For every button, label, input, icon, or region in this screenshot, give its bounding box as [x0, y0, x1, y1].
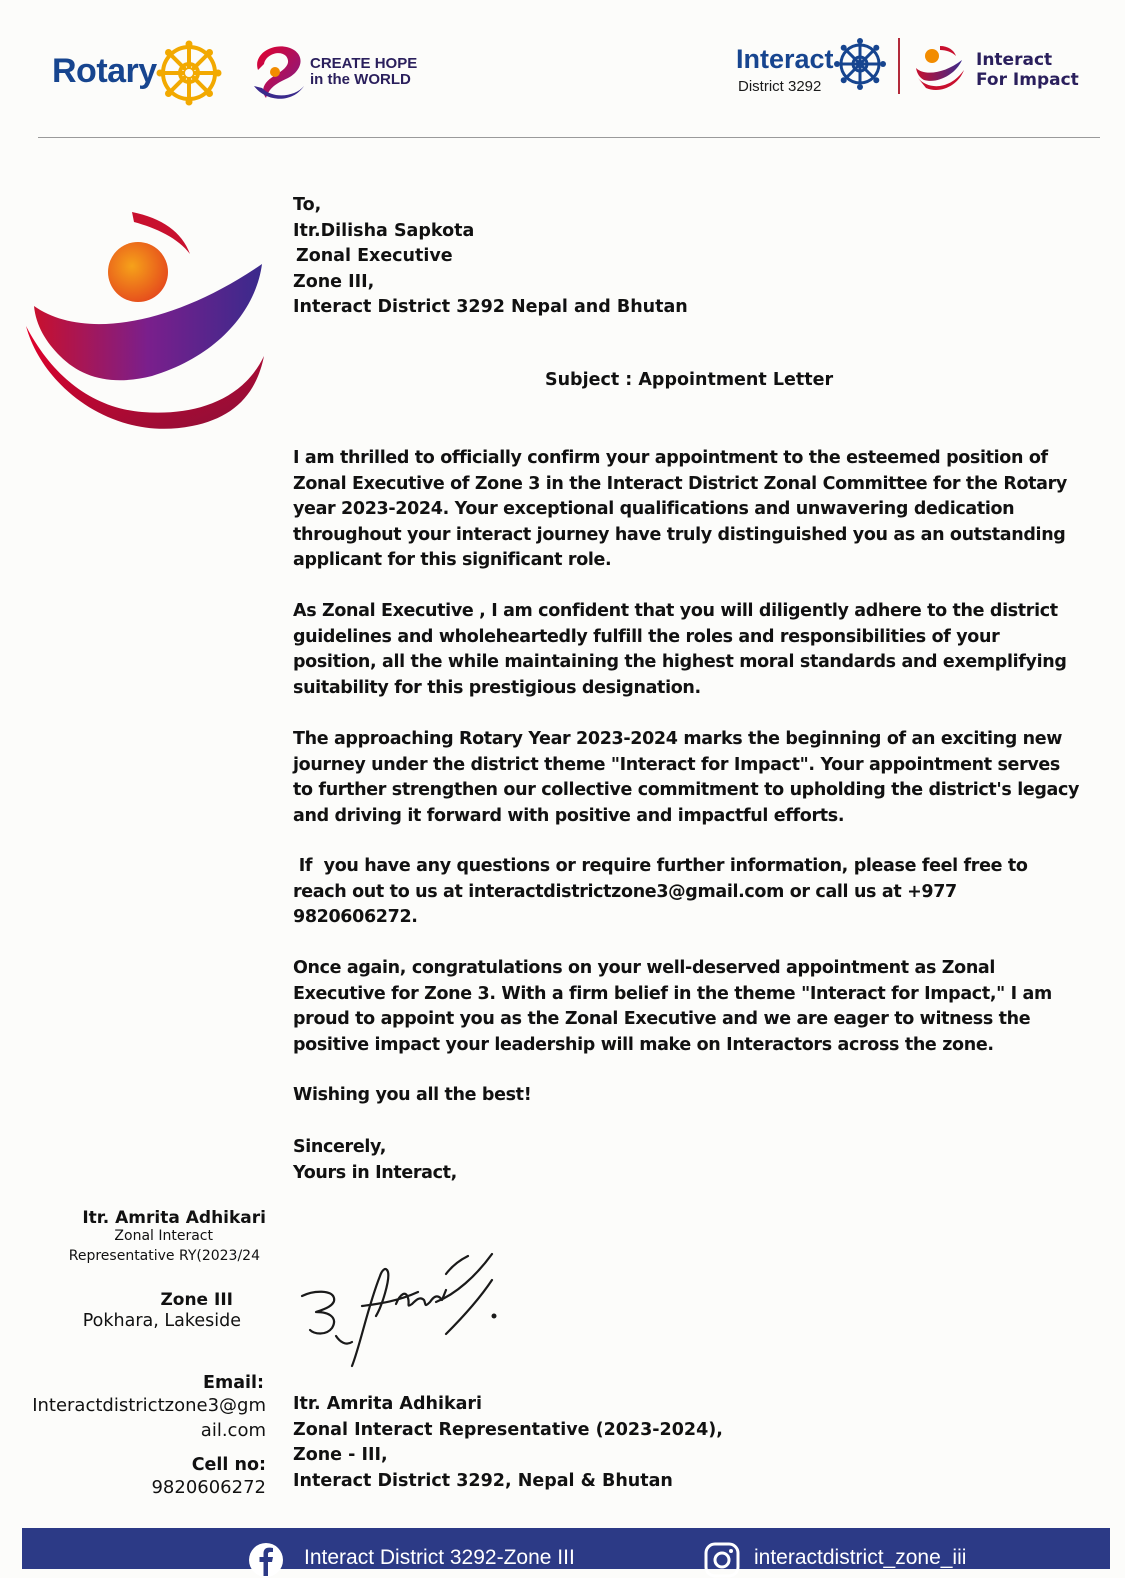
- interact-for-impact-logo-icon: [914, 44, 970, 92]
- recipient-address: [293, 193, 688, 321]
- recipient-zone: Zone III,: [293, 271, 375, 292]
- interact-wordmark: Interact: [736, 44, 834, 74]
- yours-line: Yours in Interact,: [293, 1162, 457, 1183]
- wishing-line: Wishing you all the best!: [293, 1085, 532, 1105]
- subject-line: Subject : Appointment Letter: [545, 370, 834, 390]
- facebook-icon[interactable]: [248, 1542, 284, 1578]
- closing-block: [293, 1135, 1083, 1186]
- body-paragraph-4: If you have any questions or require further information, please feel free to reach out to us at interactdistrictzone3@gmail.com or call us at +977 9820606272.: [293, 856, 1034, 927]
- sincerely-line: Sincerely,: [293, 1137, 386, 1157]
- signer-district: Interact District 3292, Nepal & Bhutan: [293, 1470, 673, 1491]
- signature-block: [293, 1392, 723, 1494]
- body-paragraph-3: The approaching Rotary Year 2023-2024 marks the beginning of an exciting new journey under the district theme "Interact for Impact". Your appointment serves to further strengthen our collective commitment to upholding the district's legacy and driving it forward with positive and impactful efforts.: [293, 729, 1080, 826]
- rotary-wordmark: Rotary: [52, 52, 157, 90]
- interact-for-impact-wordmark: [976, 50, 1079, 90]
- recipient-district: Interact District 3292 Nepal and Bhutan: [293, 297, 688, 317]
- signer-zone: Zone - III,: [293, 1445, 388, 1465]
- sidebar-email-label: Email:: [203, 1373, 264, 1393]
- sidebar-email-line-1: Interactdistrictzone3@gm: [32, 1395, 266, 1416]
- to-line: To,: [293, 195, 322, 215]
- body-paragraph-1: I am thrilled to officially confirm your appointment to the esteemed position of Zonal Executive of Zone 3 in the Interact District Zonal Committee for the Rotary year 2023-2024. Your exceptional qualifications and unwavering dedication throughout your interact journey have truly distinguished you as an outstanding applicant for this significant role.: [293, 448, 1067, 570]
- sidebar-zone: Zone III: [160, 1290, 233, 1310]
- header-rule: [38, 137, 1100, 138]
- sidebar-name: Itr. Amrita Adhikari: [82, 1208, 266, 1228]
- instagram-icon[interactable]: [704, 1542, 740, 1578]
- handwritten-signature: [296, 1246, 506, 1376]
- sidebar-role-line-1: Zonal Interact: [114, 1228, 213, 1244]
- header-divider: [898, 38, 900, 94]
- sidebar-cell-number: 9820606272: [151, 1477, 266, 1498]
- ifi-line-2: For Impact: [976, 70, 1079, 90]
- ifi-line-1: Interact: [976, 50, 1053, 70]
- signer-title: Zonal Interact Representative (2023-2024),: [293, 1419, 723, 1440]
- interact-wheel-icon: [834, 38, 886, 90]
- sidebar-email-line-2: ail.com: [200, 1420, 266, 1441]
- sidebar-role-line-2: Representative RY(2023/24: [68, 1248, 260, 1264]
- body-paragraph-5: Once again, congratulations on your well-deserved appointment as Zonal Executive for Zone 3. With a firm belief in the theme "Interact for Impact," I am proud to appoint you as the Zonal Executive and we are eager to witness the positive impact your leadership will make on Interactors across the zone.: [293, 958, 1052, 1055]
- sidebar-cell-label: Cell no:: [191, 1455, 266, 1475]
- facebook-handle[interactable]: Interact District 3292-Zone III: [304, 1546, 575, 1569]
- sidebar-location: Pokhara, Lakeside: [82, 1311, 241, 1331]
- tagline-line-2: in the WORLD: [310, 71, 411, 88]
- instagram-handle[interactable]: interactdistrict_zone_iii: [754, 1546, 967, 1569]
- body-paragraph-2: As Zonal Executive , I am confident that you will diligently adhere to the district guidelines and wholeheartedly fulfill the roles and responsibilities of your position, all the while maintaining the highest moral standards and exemplifying suitability for this prestigious designation.: [293, 601, 1067, 698]
- district-label: District 3292: [738, 78, 822, 95]
- signer-name: Itr. Amrita Adhikari: [293, 1394, 483, 1414]
- recipient-position: Zonal Executive: [296, 246, 453, 266]
- tagline-line-1: CREATE HOPE: [310, 55, 418, 72]
- recipient-name: Itr.Dilisha Sapkota: [293, 220, 475, 241]
- create-hope-logo-icon: [248, 42, 308, 104]
- rotary-wheel-icon: [156, 40, 222, 106]
- footer-bar: [22, 1528, 1110, 1569]
- create-hope-tagline: [310, 56, 417, 88]
- interact-for-impact-large-logo: [22, 206, 272, 446]
